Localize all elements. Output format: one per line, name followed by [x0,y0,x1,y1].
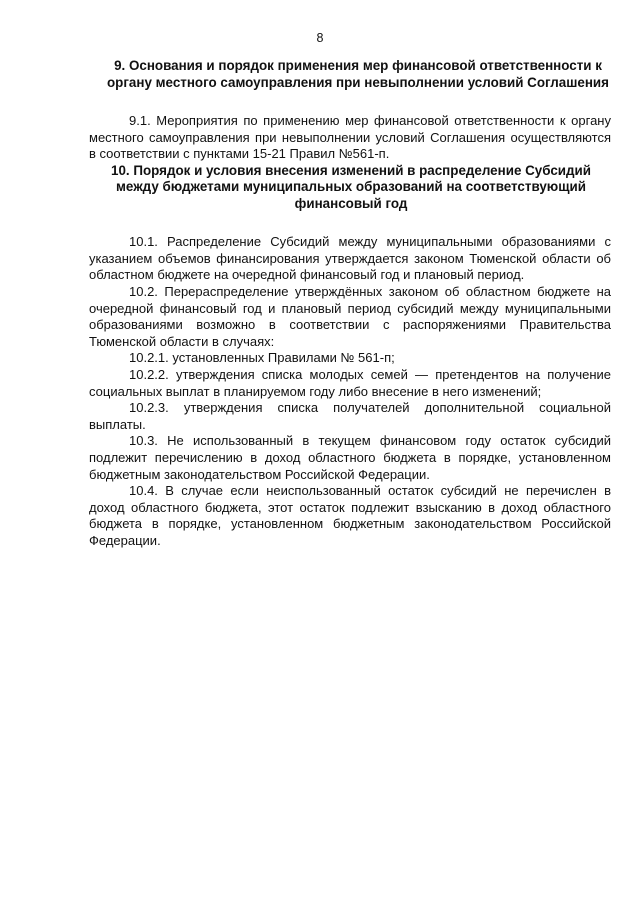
paragraph-10-1: 10.1. Распределение Субсидий между муниципальными образованиями с указанием объемов финансирования утверждается законом Тюменской области об областном бюджете на очередной финансовый год и плановый период. [89,234,611,283]
paragraph-10-2-2: 10.2.2. утверждения списка молодых семей — претендентов на получение социальных выплат в планируемом году либо внесение в него изменений; [89,367,611,399]
paragraph-9-1: 9.1. Мероприятия по применению мер финансовой ответственности к органу местного самоуправления при невыполнении условий Соглашения осуществляются в соответствии с пунктами 15-21 Правил №561-п. [89,113,611,162]
section-10-heading: 10. Порядок и условия внесения изменений в распределение Субсидий между бюджетами муниципальных образований на соответствующий финансовый год [111,162,591,211]
page-number: 8 [316,31,324,45]
paragraph-10-3: 10.3. Не использованный в текущем финансовом году остаток субсидий подлежит перечислению в доход областного бюджета в порядке, установленном бюджетным законодательством Российской Федерации. [89,433,611,482]
document-body [89,58,611,550]
paragraph-10-2: 10.2. Перераспределение утверждённых законом об областном бюджете на очередной финансовый год и плановый период субсидий между муниципальными образованиями возможно в соответствии с распоряжениями Правительства Тюменской области в случаях: [89,284,611,349]
section-9-heading: 9. Основания и порядок применения мер финансовой ответственности к органу местного самоуправления при невыполнении условий Соглашения [107,58,609,90]
paragraph-10-4: 10.4. В случае если неиспользованный остаток субсидий не перечислен в доход областного бюджета, этот остаток подлежит взысканию в доход областного бюджета в порядке, установленном бюджетным законодательством Российской Федерации. [89,483,611,548]
paragraph-10-2-3: 10.2.3. утверждения списка получателей дополнительной социальной выплаты. [89,400,611,432]
paragraph-10-2-1: 10.2.1. установленных Правилами № 561-п; [129,350,395,366]
